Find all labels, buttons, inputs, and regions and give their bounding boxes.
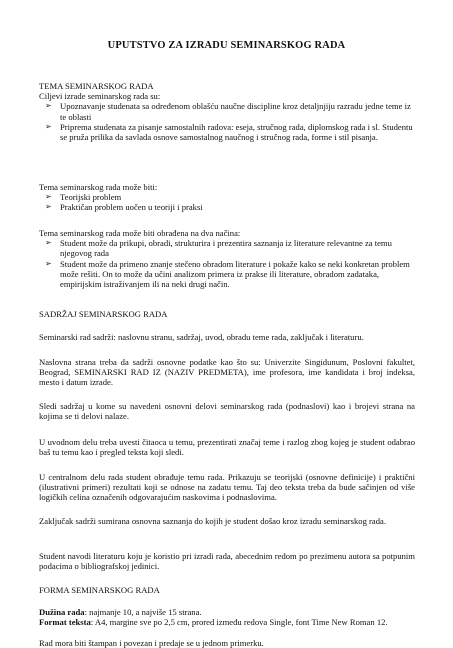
list-item: ➢ Priprema studenata za pisanje samostalnih radova: eseja, stručnog rada, diplomskog rada i sl. Studentu se pruža prilika da savlada osnove samostalnog naučnog i stručnog rada, forme i stil pisanja. [45,121,413,143]
ways-intro: Tema seminarskog rada može biti obrađena na dva načina: [39,228,241,238]
paragraph: Sledi sadržaj u kome su navedeni osnovni delovi seminarskog rada (podnaslovi) kao i brojevi strana na kojima se ti delovi nalaze. [39,401,415,422]
paragraph: U centralnom delu rada student obrađuje temu rada. Prikazuju se teorijski (osnovne definicije) i praktični (ilustrativni primeri) rezultati koji se odnose na zadatu temu. Taj deo teksta treba da bude sačinjen od više logičkih celina označenih odgovarajućim naskovima i podnaslovima. [39,472,415,503]
list-item: ➢ Student može da primeno znanje stečeno obradom literature i pokaže kako se neki konkretan problem može rešiti. On to može da učini analizom primera iz prakse ili literature, obradom zadataka, empirijskim istraživanjem ili na neki drugi način. [45,258,410,290]
arrow-bullet-icon: ➢ [45,258,52,268]
section-heading-sadrzaj: SADRŽAJ SEMINARSKOG RADA [39,309,168,319]
arrow-bullet-icon: ➢ [45,192,52,202]
goals-intro: Ciljevi izrade seminarskog rada su: [39,91,161,102]
section-heading-tema: TEMA SEMINARSKOG RADA [39,81,154,91]
topic-block [39,182,415,213]
section-heading-forma: FORMA SEMINARSKOG RADA [39,585,160,595]
format-text: : A4, margine sve po 2,5 cm, prored između redova Single, font Time New Roman 12. [90,617,388,627]
document-title: UPUTSTVO ZA IZRADU SEMINARSKOG RADA [107,40,346,51]
paragraph: Zaključak sadrži sumirana osnovna saznanja do kojih je student došao kroz izradu seminarskog rada. [39,516,386,526]
ways-list [39,238,415,289]
topic-list [39,192,415,212]
topic-intro: Tema seminarskog rada može biti: [39,182,158,192]
format-label: Format teksta [39,617,91,627]
paragraph: Seminarski rad sadrži: naslovnu stranu, sadržaj, uvod, obradu teme rada, zaključak i literaturu. [39,332,364,342]
section-tema [39,81,415,142]
length-label: Dužina rada [39,607,85,617]
arrow-bullet-icon: ➢ [45,101,52,111]
list-item: ➢ Upoznavanje studenata sa određenom oblašću naučne discipline kroz detaljnjiju razradu jedne teme iz te oblasti [45,101,411,122]
length-line [39,607,415,617]
arrow-bullet-icon: ➢ [45,121,52,131]
list-item: ➢ Praktičan problem uočen u teoriji i praksi [45,202,203,213]
goals-list [39,101,415,142]
arrow-bullet-icon: ➢ [45,202,52,212]
paragraph: Naslovna strana treba da sadrži osnovne podatke kao što su: Univerzite Singidunum, Poslovni fakultet, Beograd, SEMINARSKI RAD IZ (NAZIV PREDMETA), ime profesora, ime kandidata i broj indeksa, mesto i datum izrade. [39,357,415,388]
arrow-bullet-icon: ➢ [45,238,52,248]
length-text: : najmanje 10, a najviše 15 strana. [84,607,202,617]
paragraph: Student navodi literaturu koju je koristio pri izradi rada, abecednim redom po prezimenu autora sa potpunim podacima o bibliografskoj jedinici. [39,551,415,572]
paragraph: U uvodnom delu treba uvesti čitaoca u temu, prezentirati značaj teme i razlog zbog kojeg je student odabrao baš tu temu kao i pregled teksta koji sledi. [39,437,415,458]
list-item: ➢ Teorijski problem [45,192,122,203]
ways-block [39,228,415,289]
format-line [39,617,415,627]
list-item: ➢ Student može da prikupi, obradi, strukturira i prezentira saznanja iz literature relevantne za temu njegovog rada [45,238,392,259]
print-line: Rad mora biti štampan i povezan i predaje se u jednom primerku. [39,638,264,648]
